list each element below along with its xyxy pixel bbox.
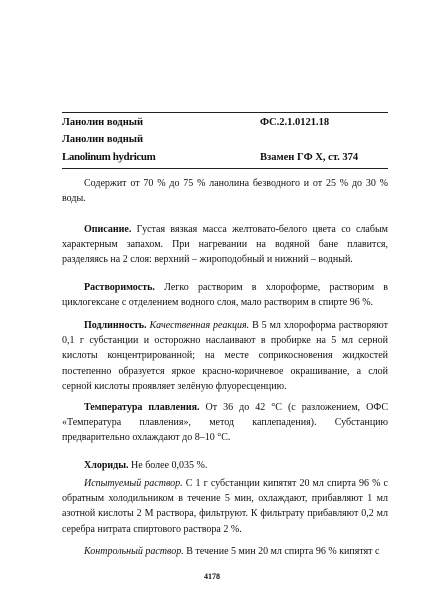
monograph-name-ru-secondary: Ланолин водный: [62, 134, 144, 145]
description-paragraph: [62, 222, 388, 268]
monograph-name-latin: Lanolinum hydricum: [62, 151, 156, 163]
melting-point-paragraph: [62, 400, 388, 446]
solubility-text: Легко растворим в хлороформе, растворим в циклогексане с отделением водного слоя, мало растворим в спирте 96 %.: [62, 282, 388, 309]
chlorides-paragraph: [62, 458, 388, 473]
identification-heading: Подлинность.: [84, 320, 147, 331]
composition-paragraph: [62, 176, 388, 206]
test-solution-paragraph: [62, 476, 388, 537]
chlorides-heading: Хлориды.: [84, 460, 129, 471]
solubility-heading: Растворимость.: [84, 282, 155, 293]
identification-subheading: Качественная реакция.: [146, 320, 250, 331]
replaces-note: Взамен ГФ X, ст. 374: [260, 152, 359, 163]
description-text: Густая вязкая масса желтовато-белого цвета со слабым характерным запахом. При нагревании на водяной бане плавится, разделяясь на 2 слоя: верхний – жироподобный и нижний – водный.: [62, 224, 388, 266]
description-heading: Описание.: [84, 224, 132, 235]
identification-paragraph: [62, 318, 388, 394]
melting-point-text: От 36 до 42 °С (с разложением, ОФС «Температура плавления», метод каплепадения). Субстанцию предварительно охлаждают до 8–10 °С.: [62, 402, 388, 444]
control-solution-heading: Контрольный раствор.: [84, 546, 184, 557]
composition-text: Содержит от 70 % до 75 % ланолина безводного и от 25 % до 30 % воды.: [62, 178, 388, 205]
test-solution-text: С 1 г субстанции кипятят 20 мл спирта 96 % с обратным холодильником в течение 5 мин, охлаждают, прибавляют 1 мл азотной кислоты 2 М раствора, фильтруют. К фильтрату прибавляют 0,2 мл серебра нитрата спиртового раствора 2 %.: [62, 478, 388, 535]
header-bottom-rule: [62, 168, 388, 169]
page-number: 4178: [204, 572, 220, 581]
melting-point-heading: Температура плавления.: [84, 402, 200, 413]
test-solution-heading: Испытуемый раствор.: [84, 478, 183, 489]
chlorides-text: Не более 0,035 %.: [128, 460, 208, 471]
header-top-rule: [62, 112, 388, 113]
control-solution-paragraph: [62, 544, 388, 559]
control-solution-text: В течение 5 мин 20 мл спирта 96 % кипятят с: [183, 546, 380, 557]
monograph-name-ru: Ланолин водный: [62, 117, 144, 128]
identification-text: В 5 мл хлороформа растворяют 0,1 г субстанции и осторожно наслаивают в пробирке на 5 мл серной кислоты концентрированной; на месте соприкосновения жидкостей постепенно образуется яркое красно-коричневое окрашивание, а слой серной кислоты проявляет зелёную флуоресценцию.: [62, 320, 388, 392]
solubility-paragraph: [62, 280, 388, 310]
monograph-code: ФС.2.1.0121.18: [260, 117, 330, 128]
